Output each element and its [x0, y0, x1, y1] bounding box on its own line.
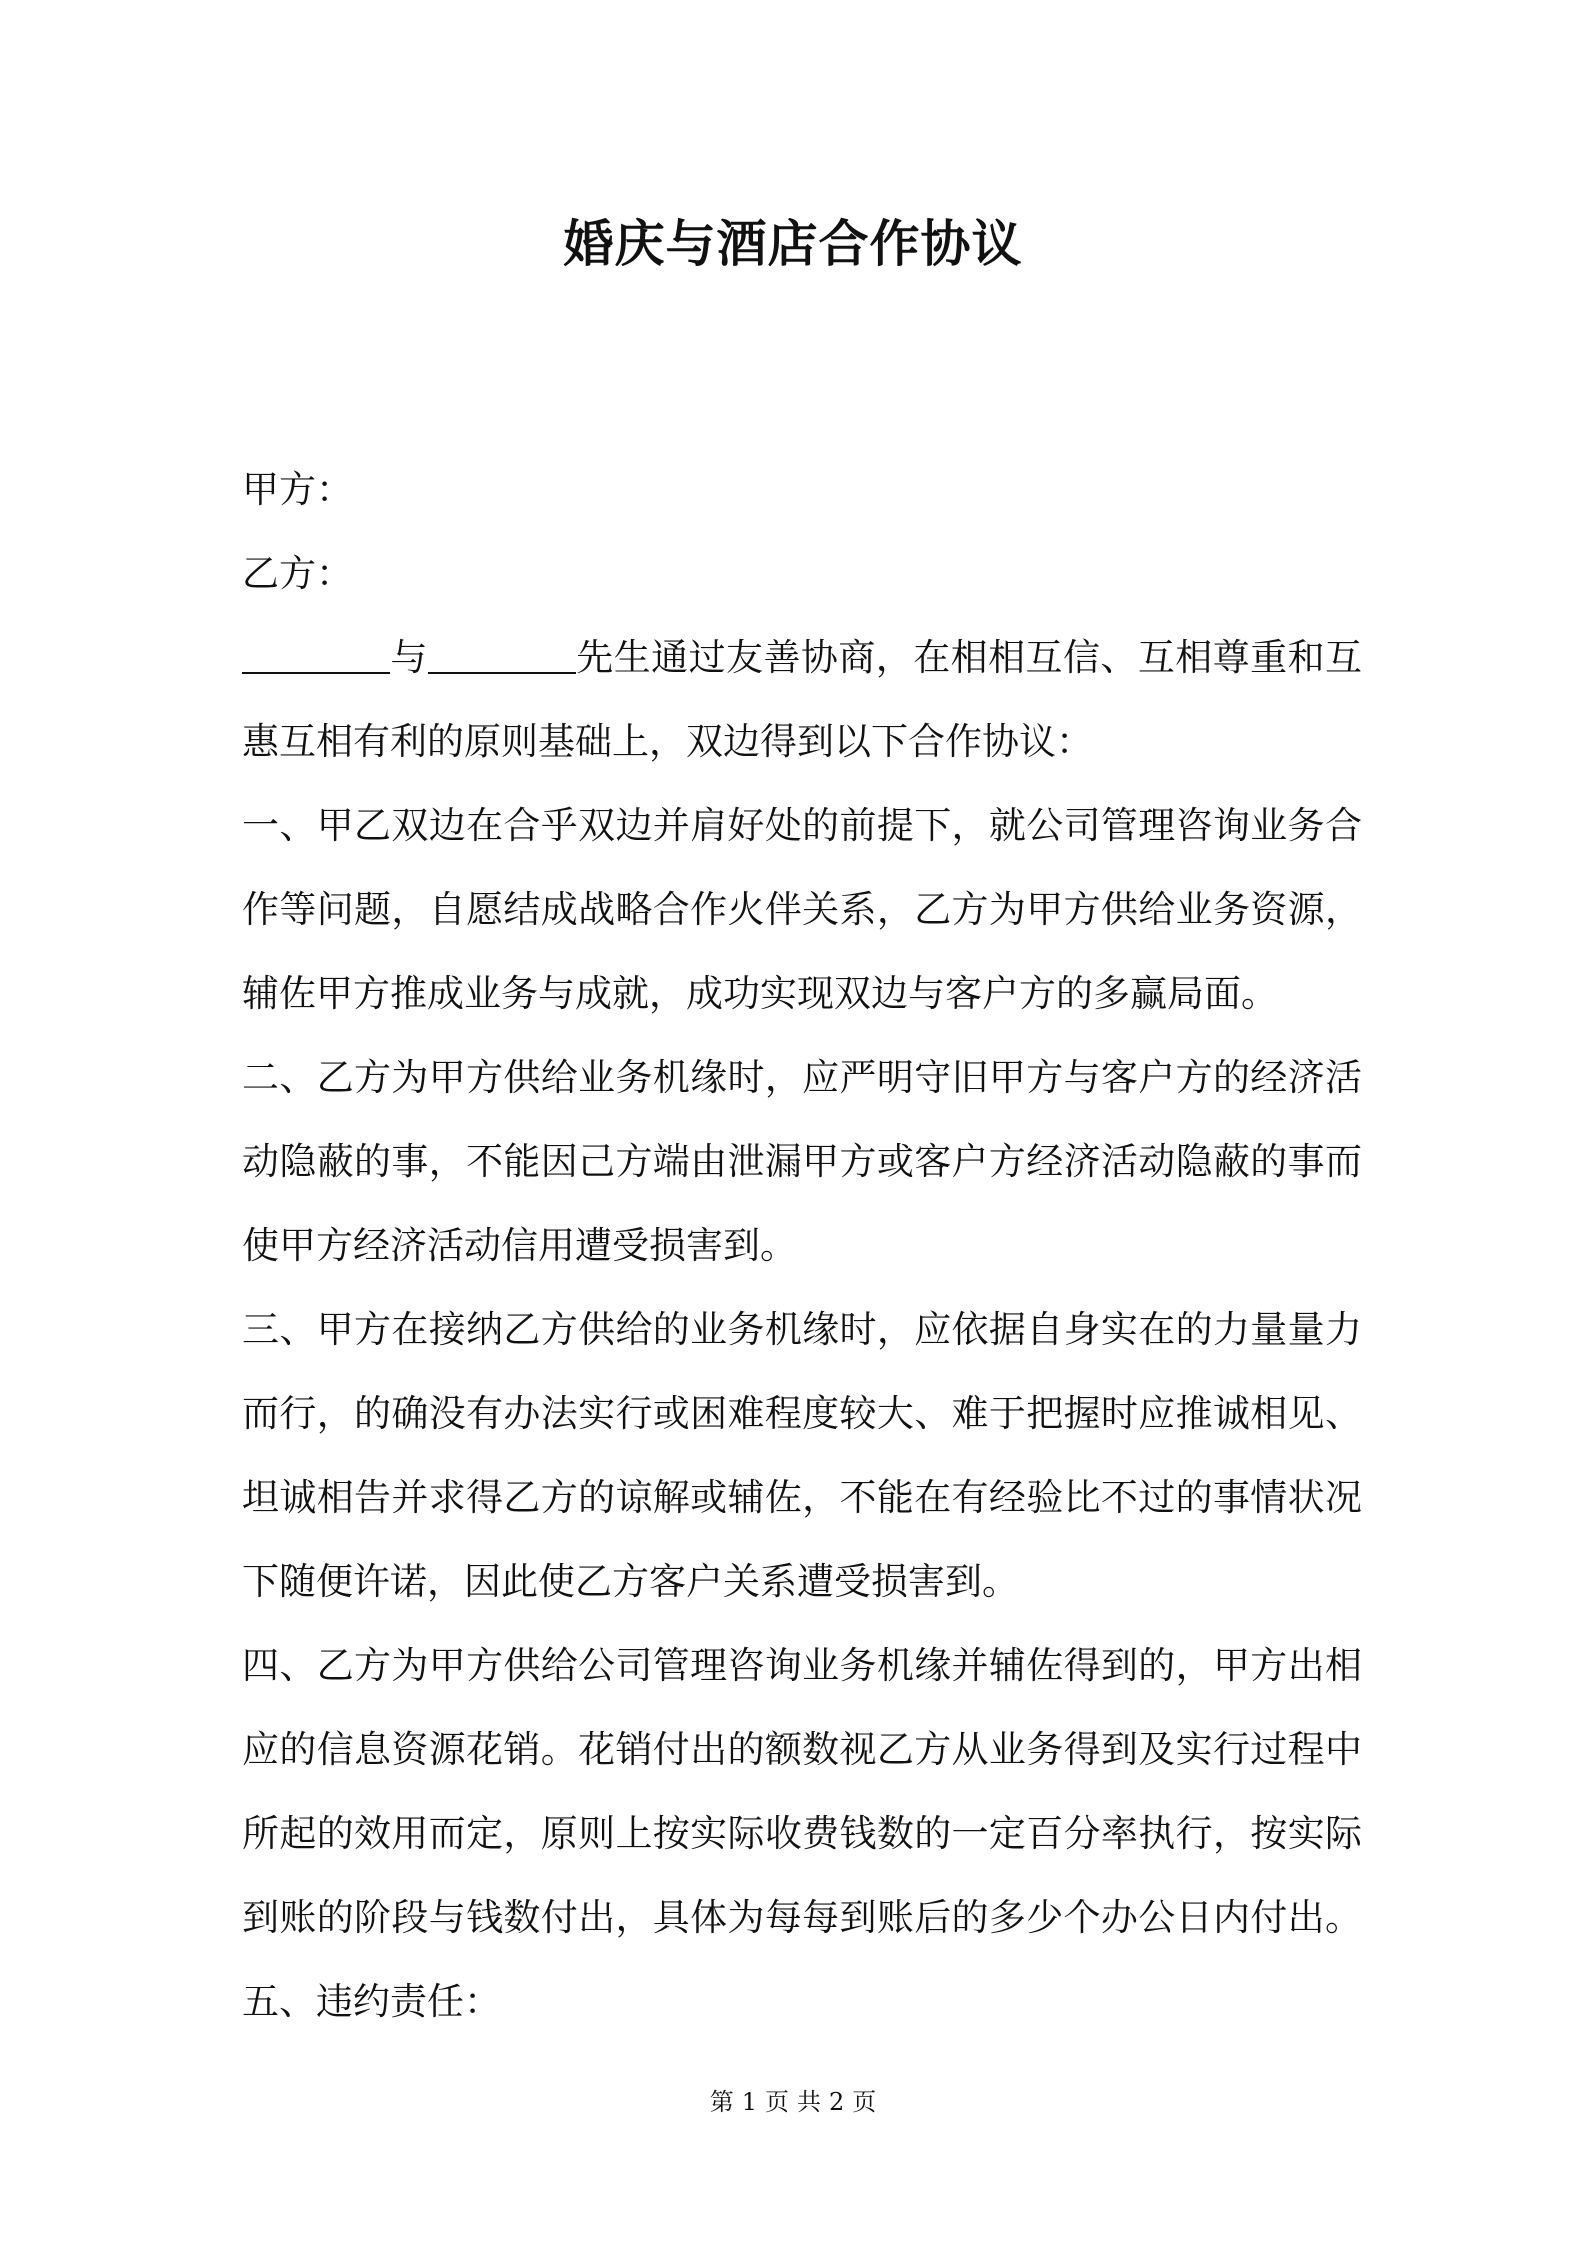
blank-field-party-2 — [428, 638, 576, 674]
intro-connector: 与 — [390, 636, 428, 679]
party-a-line: 甲方： — [242, 468, 353, 511]
clause-line: 三、甲方在接纳乙方供给的业务机缘时，应依据自身实在的力量量力 — [242, 1308, 1362, 1351]
clause-3 — [242, 1288, 1362, 1624]
clause-line: 应的信息资源花销。花销付出的额数视乙方从业务得到及实行过程中 — [242, 1728, 1362, 1771]
clause-line: 而行，的确没有办法实行或困难程度较大、难于把握时应推诚相见、 — [242, 1392, 1362, 1435]
clause-line: 动隐蔽的事，不能因己方端由泄漏甲方或客户方经济活动隐蔽的事而 — [242, 1140, 1362, 1183]
clause-line: 下随便许诺，因此使乙方客户关系遭受损害到。 — [242, 1560, 1019, 1603]
intro-line-2: 惠互相有利的原则基础上，双边得到以下合作协议： — [242, 720, 1093, 763]
clause-line: 坦诚相告并求得乙方的谅解或辅佐，不能在有经验比不过的事情状况 — [242, 1476, 1362, 1519]
clause-2 — [242, 1036, 1362, 1288]
document-title: 婚庆与酒店合作协议 — [563, 215, 1023, 273]
clause-line: 一、甲乙双边在合乎双边并肩好处的前提下，就公司管理咨询业务合 — [242, 804, 1362, 847]
clause-5 — [242, 1960, 1362, 2044]
clause-1 — [242, 784, 1362, 1036]
intro-line-1 — [242, 616, 1362, 700]
blank-field-party-1 — [242, 638, 390, 674]
clause-4 — [242, 1624, 1362, 1960]
page-number: 1 — [741, 2088, 757, 2116]
document-body — [242, 448, 1362, 2044]
clause-line: 五、违约责任： — [242, 1980, 501, 2023]
footer-word: 页 — [765, 2088, 789, 2116]
clause-line: 四、乙方为甲方供给公司管理咨询业务机缘并辅佐得到的，甲方出相 — [242, 1644, 1362, 1687]
party-b-line: 乙方： — [242, 552, 353, 595]
footer-word: 页 — [852, 2088, 877, 2116]
page-footer — [0, 2086, 1586, 2118]
clause-line: 作等问题，自愿结成战略合作火伴关系，乙方为甲方供给业务资源， — [242, 888, 1362, 931]
clause-line: 到账的阶段与钱数付出，具体为每每到账后的多少个办公日内付出。 — [242, 1896, 1362, 1939]
clause-line: 辅佐甲方推成业务与成就，成功实现双边与客户方的多赢局面。 — [242, 972, 1278, 1015]
clause-line: 使甲方经济活动信用遭受损害到。 — [242, 1224, 797, 1267]
footer-word: 共 — [797, 2088, 821, 2116]
clause-line: 所起的效用而定，原则上按实际收费钱数的一定百分率执行，按实际 — [242, 1812, 1362, 1855]
footer-word: 第 — [709, 2088, 734, 2116]
total-pages: 2 — [829, 2088, 845, 2116]
clause-line: 二、乙方为甲方供给业务机缘时，应严明守旧甲方与客户方的经济活 — [242, 1056, 1362, 1099]
intro-line-1-text: 先生通过友善协商，在相相互信、互相尊重和互 — [575, 636, 1363, 679]
